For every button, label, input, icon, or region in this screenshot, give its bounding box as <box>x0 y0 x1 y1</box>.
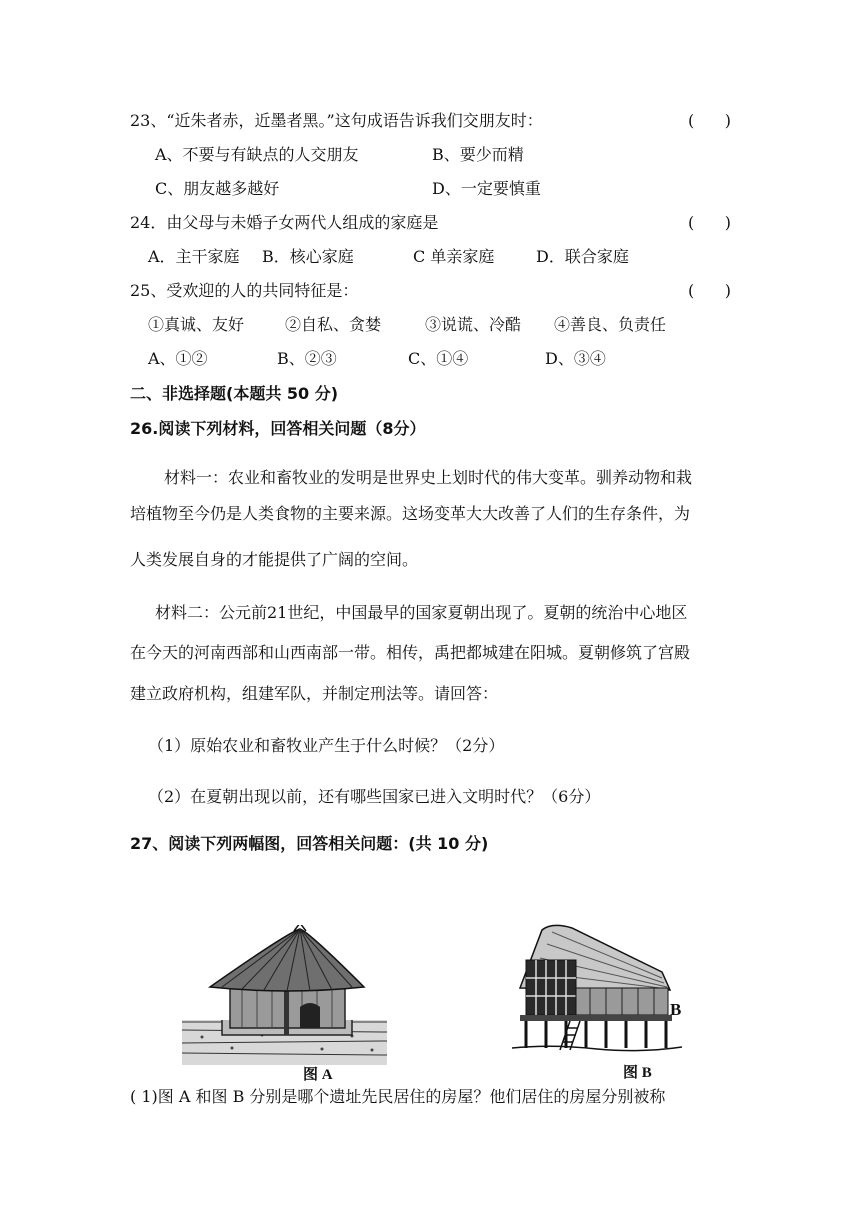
q26-sub-question-1: （1）原始农业和畜牧业产生于什么时候？（2分） <box>148 736 505 755</box>
q26-title: 26.阅读下列材料，回答相关问题（8分） <box>130 419 426 438</box>
figure-b-label: B <box>670 1000 682 1019</box>
q23-option-d: D、一定要慎重 <box>432 179 541 198</box>
q23-option-c: C、朋友越多越好 <box>155 179 280 198</box>
figure-b-caption: 图 B <box>623 1065 652 1081</box>
q23-answer-paren[interactable]: ( ) <box>688 111 731 130</box>
figure-a-round-hut-image <box>182 925 387 1065</box>
q26-material2-line3: 建立政府机构，组建军队，并制定刑法等。请回答： <box>130 684 499 703</box>
q24-answer-paren[interactable]: ( ) <box>688 213 731 232</box>
q25-trait-2: ②自私、贪婪 <box>285 315 382 334</box>
q25-trait-1: ①真诚、友好 <box>148 315 245 334</box>
q25-option-d: D、③④ <box>545 349 606 368</box>
q24-option-d: D．联合家庭 <box>536 247 629 266</box>
q26-material1-line1: 材料一：农业和畜牧业的发明是世界史上划时代的伟大变革。驯养动物和栽 <box>164 468 693 487</box>
q24-stem: 24．由父母与未婚子女两代人组成的家庭是 <box>130 213 439 232</box>
q25-option-c: C、①④ <box>408 349 469 368</box>
q26-material1-line3: 人类发展自身的才能提供了广阔的空间。 <box>130 550 419 569</box>
figure-a-caption: 图 A <box>303 1067 333 1083</box>
q26-material2-line2: 在今天的河南西部和山西南部一带。相传，禹把都城建在阳城。夏朝修筑了宫殿 <box>130 643 691 662</box>
q23-stem: 23、“近朱者赤，近墨者黑。”这句成语告诉我们交朋友时： <box>130 111 543 130</box>
q25-option-a: A、①② <box>148 349 208 368</box>
q27-sub-question-1: ( 1)图 A 和图 B 分别是哪个遗址先民居住的房屋？他们居住的房屋分别被称 <box>130 1087 666 1106</box>
q27-title: 27、阅读下列两幅图，回答相关问题：(共 10 分) <box>130 834 489 853</box>
q23-option-b: B、要少而精 <box>432 145 524 164</box>
q25-stem: 25、受欢迎的人的共同特征是： <box>130 281 359 300</box>
q25-trait-4: ④善良、负责任 <box>554 315 667 334</box>
q25-option-b: B、②③ <box>277 349 337 368</box>
section-heading: 二、非选择题(本题共 50 分) <box>130 384 339 403</box>
q24-option-c: C 单亲家庭 <box>413 247 495 266</box>
figure-b-stilt-house-image <box>512 920 682 1055</box>
q25-trait-3: ③说谎、冷酷 <box>425 315 522 334</box>
q24-option-a: A．主干家庭 <box>148 247 240 266</box>
q24-option-b: B．核心家庭 <box>262 247 354 266</box>
q26-material2-line1: 材料二：公元前21世纪，中国最早的国家夏朝出现了。夏朝的统治中心地区 <box>155 603 688 622</box>
q23-option-a: A、不要与有缺点的人交朋友 <box>155 145 359 164</box>
q25-answer-paren[interactable]: ( ) <box>688 281 731 300</box>
q26-sub-question-2: （2）在夏朝出现以前，还有哪些国家已进入文明时代？（6分） <box>148 787 601 806</box>
q26-material1-line2: 培植物至今仍是人类食物的主要来源。这场变革大大改善了人们的生存条件，为 <box>130 504 691 523</box>
